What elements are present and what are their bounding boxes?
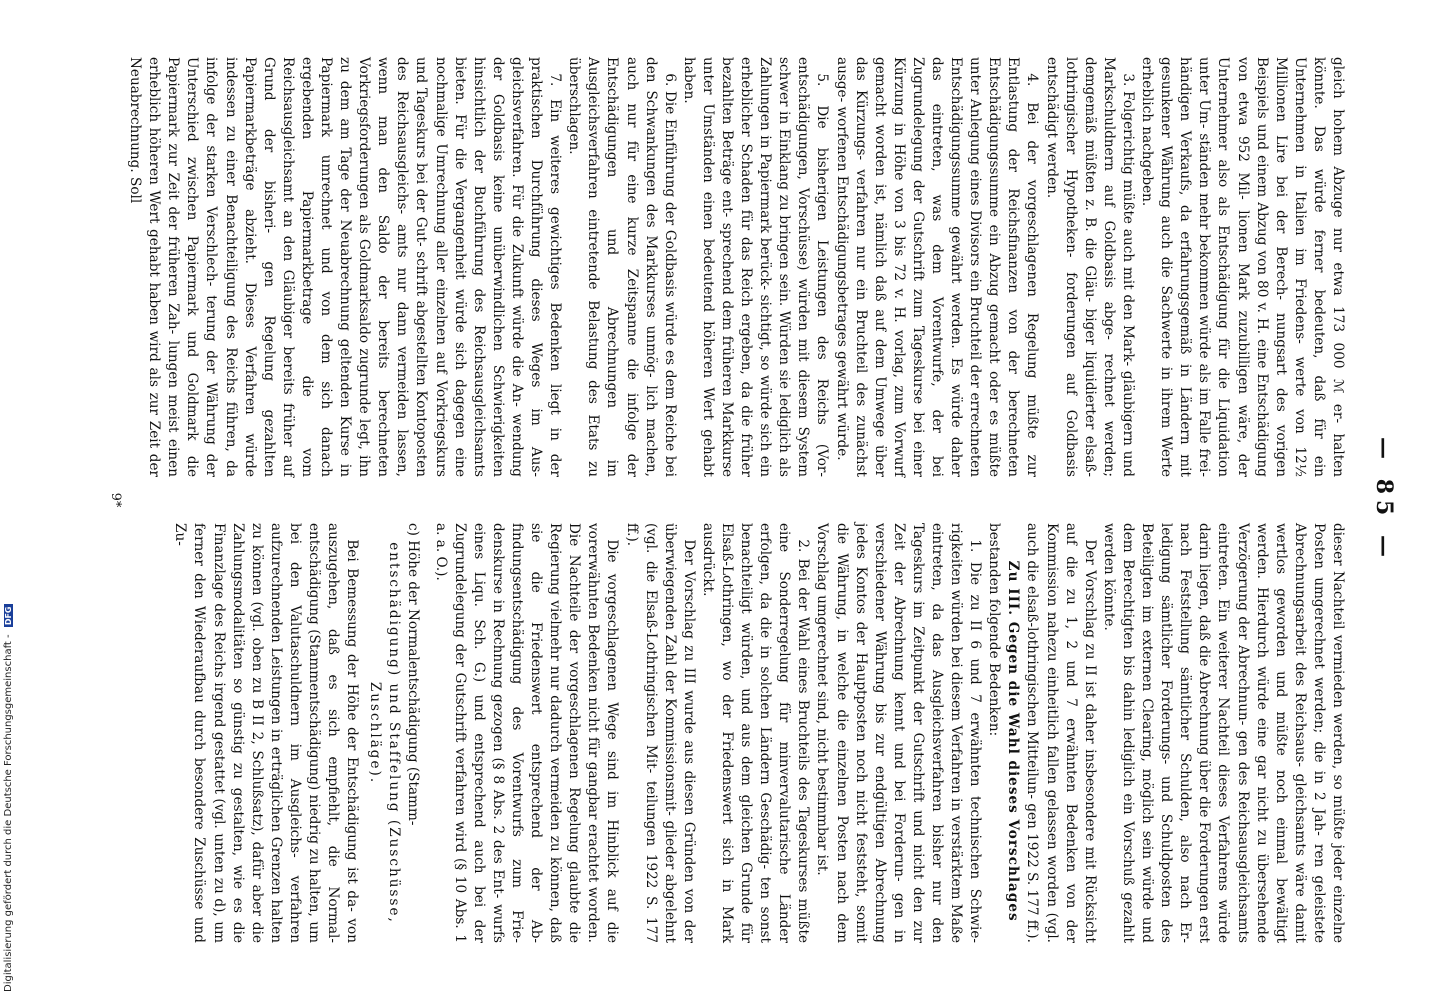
sheet-signature: 9* xyxy=(108,492,123,508)
paragraph: gleich hohem Abzuge nur etwa 173 000 ℳ er- halten könnte. Das würde ferner bedeuten, daß für ein Unternehmen in Italien im Friedens- werte von 12½ Millionen Lire bei der Berech- nungsart des vorigen Beispiels und einem Abzug von 80 v. H. eine Entschädigung von etwa 952 Mil- lionen Mark zuzubilligen wäre, der Unternehmer also als Entschädigung für die Liquidation unter Um- ständen mehr bekommen würde als im Falle frei- händigen Verkaufs, da erfahrungsgemäß in Ländern mit gesunkener Währung auch die Sachwerte in ihrem Werte erheblich nachgeben. xyxy=(1139,57,1346,477)
paragraph: Bei Bemessung der Höhe der Entschädigung ist da- von auszugehen, daß es sich empfiehlt, die Normal- entschädigung (Stammentschädigung) niedrig zu halten, um bei den Valutaschuldnern im Ausgleichs- verfahren aufzurechnenden Leistungen in erträglichen Grenzen halten zu können (vgl. oben zu B II 2, Schlußsatz), dafür aber die Zahlungsmodalitäten so günstig zu gestalten, wie es die Finanzlage des Reichs irgend gestattet (vgl. unten zu d), um ferner den Wiederaufbau durch besondere Zuschüsse und Zu- xyxy=(172,523,361,943)
paragraph: bestanden folgende Bedenken: xyxy=(986,523,1003,737)
subsection-title: c) Höhe der Normalentschädigung (Stamm- xyxy=(405,523,422,826)
right-column xyxy=(170,523,1347,943)
subsection-title-cont: entschädigung) und Staffelung (Zuschüsse, Zuschläge). xyxy=(367,542,403,924)
paragraph: dieser Nachteil vermieden werden, so müßte jeder einzelne Posten umgerechnet werden; die in 2 Jah- ren geleistete Abrechnungsarbeit des Reichsaus- gleichsamts wäre damit wertlos geworden und müßte noch einmal bewältigt werden. Hierdurch würde eine gar nicht zu übersehende Verzögerung der Abrechnun- gen des Reichsausgleichsamts eintreten. Ein weiterer Nachteil dieses Verfahrens würde darin liegen, daß die Abrechnung über die Forderungen erst nach Feststellung sämtlicher Schulden, also nach Er- ledigung sämtlicher Forderungs- und Schuldposten des Beteiligten im externen Clearing, möglich sein würde und dem Berechtigten bis dahin lediglich ein Vorschuß gezahlt werden könnte. xyxy=(1100,523,1346,943)
paragraph: 4. Bei der vorgeschlagenen Regelung müßte zur Entlastung der Reichsfinanzen von der berechneten Entschädigungssumme ein Abzug gemacht oder es müßte unter Anlegung eines Divisors ein Bruchteil der errechneten Entschädigungssumme gewährt werden. Es würde daher das eintreten, was dem Vorentwurfe, der bei Zugrundelegung der Gutschrift zum Tageskurse bei einer Kürzung in Höhe von 3 bis 72 v. H. vorlag, zum Vorwurf gemacht worden ist, nämlich daß auf dem Umwege über das Kürzungs- verfahren nur ein Bruchteil des zunächst ausge- worfenen Entschädigungsbetrages gewährt würde. xyxy=(833,57,1041,477)
paragraph: Der Vorschlag zu II ist daher insbesondere mit Rücksicht auf die zu 1, 2 und 7 erwähnten Bedenken von der Kommission nahezu einheitlich fallen gelassen worden (vgl. auch die elsaß-lothringischen Mitteilun- gen 1922 S. 177 ff.). xyxy=(1024,523,1098,943)
paragraph: Der Vorschlag zu III wurde aus diesen Gründen von der überwiegenden Zahl der Kommissionsmit- glieder abgelehnt (vgl. die Elsaß-Lothringischen Mit- teilungen 1922 S. 177 ff.). xyxy=(623,523,697,943)
left-column xyxy=(125,57,1347,477)
paragraph: 1. Die zu II 6 und 7 erwähnten technischen Schwie- rigkeiten würden bei diesem Verfahren in verstärktem Maße eintreten, da das Ausgleichsverfahren bisher nur den Tageskurs im Zeitpunkt der Gutschrift und nicht den zur Zeit der Abrechnung kennt und bei Forderun- gen in verschiedener Währung bis zur endgültigen Abrechnung jedes Kontos der Hauptposten noch nicht feststeht, somit die Währung, in welche die einzelnen Posten nach dem Vorschlag umgerechnet sind, nicht bestimmbar ist. xyxy=(814,523,984,943)
paragraph: 5. Die bisherigen Leistungen des Reichs (Vor- entschädigungen, Vorschüsse) würden mit diesem System schwer in Einklang zu bringen sein. Würden sie lediglich als Zahlungen in Papiermark berück- sichtigt, so würde sich ein erheblicher Schaden für das Reich ergeben, da die früher bezahlten Beträge ent- sprechend dem früheren Markkurse unter Umständen einen bedeutend höheren Wert gehabt haben. xyxy=(680,57,831,477)
paragraph: 7. Ein weiteres gewichtiges Bedenken liegt in der praktischen Durchführung dieses Weges im Aus- gleichsverfahren. Für die Zukunft würde die An- wendung der Goldbasis keine unüberwindlichen Schwierigkeiten hinsichtlich der Buchführung des Reichsausgleichsamts bieten. Für die Vergangenheit würde sich dagegen eine nochmalige Umrechnung aller einzelnen auf Vorkriegskurs und Tageskurs bei der Gut- schrift abgestellten Kontoposten des Reichsausgleichs- amts nur dann vermeiden lassen, wenn man den Saldo der bereits berechneten Vorkriegsforderungen als Goldmarksaldo zugrunde legt, ihn zu dem am Tage der Neuabrechnung geltenden Kurse in Papiermark umrechnet und von dem sich danach ergebenden Papiermarkbetrage die vom Reichsausgleichsamt an den Gläubiger bereits früher auf Grund der bisheri- gen Regelung gezahlten Papiermarkbeträge abzieht. Dieses Verfahren würde indessen zu einer Benachteiligung des Reichs führen, da infolge der starken Verschlech- terung der Währung der Unterschied zwischen Papiermark und Goldmark die Papiermark zur Zeit der früheren Zah- lungen meist einen erheblich höheren Wert gehabt haben wird als zur Zeit der Neuabrechnung. Soll xyxy=(127,57,564,477)
credit-text: Digitalisierung gefördert durch die Deutsche Forschungsgemeinschaft - xyxy=(3,634,14,992)
paragraph: 6. Die Einführung der Goldbasis würde es dem Reiche bei den Schwankungen des Markkurses unmög- lich machen, auch nur für eine kurze Zeitspanne die infolge der Entschädigungen und Abrechnungen im Ausgleichsverfahren eintretende Belastung des Etats zu überschlagen. xyxy=(566,57,678,477)
digitization-credit xyxy=(3,12,14,992)
page-number: — 85 — xyxy=(1371,437,1397,563)
paragraph: Die vorgeschlagenen Wege sind im Hinblick auf die vorerwähnten Bedenken nicht für gangbar erachtet worden. Die Nachteile der vorgeschlagenen Regelung glaubte die Regierung vielmehr nur dadurch vermeiden zu können, daß sie die Friedenswert entsprechend der Ab- findungsentschädigung des Vorentwurfs zum Frie- denskurse in Rechnung gezogen (§ 8 Abs. 2 des Ent- wurfs eines Liqu. Sch. G.) und entsprechend auch bei der Zugrundelegung der Gutschrift verfahren wird (§ 10 Abs. 1 a. a. O.). xyxy=(432,523,621,943)
paragraph: 3. Folgerichtig müßte auch mit den Mark- gläubigern und Markschuldnern auf Goldbasis abge- rechnet werden; demgemäß müßten z. B. die Gläu- biger liquidierter elsaß-lothringischer Hypotheken- forderungen auf Goldbasis entschädigt werden. xyxy=(1043,57,1136,477)
subsection-heading xyxy=(365,523,422,943)
dfg-logo: DFG xyxy=(4,606,13,626)
paragraph: 2. Bei der Wahl eines Bruchteils des Tageskurses müßte eine Sonderregelung für minvervalutarische Länder erfolgen, da die in solchen Ländern Geschädig- ten sonst benachteiligt würden, und aus dem gleichen Grunde für Elsaß-Lothringen, wo der Friedenswert sich in Mark ausdrückt. xyxy=(699,523,812,943)
document-page xyxy=(5,5,1405,995)
section-heading: Zu III. Gegen die Wahl dieses Vorschlages xyxy=(1005,560,1022,922)
